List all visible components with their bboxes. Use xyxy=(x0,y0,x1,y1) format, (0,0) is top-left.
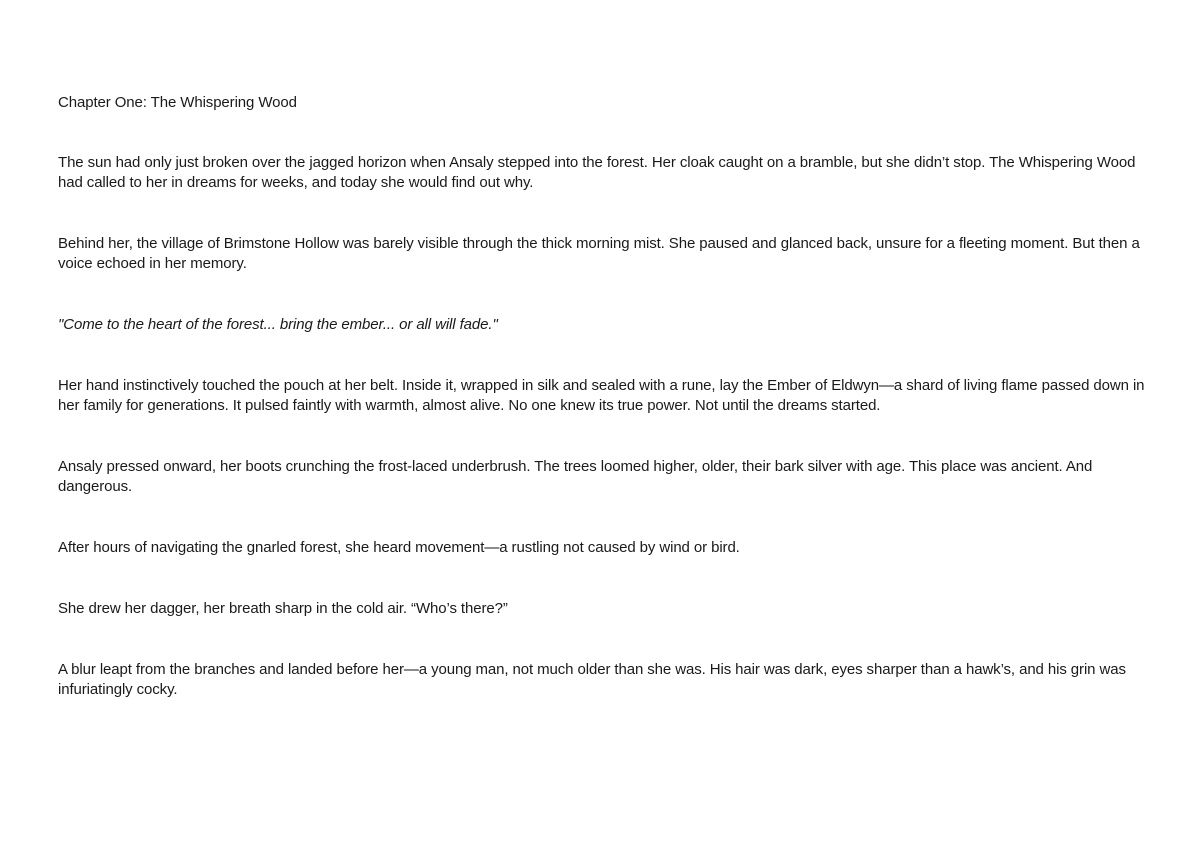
paragraph-4: Her hand instinctively touched the pouch at her belt. Inside it, wrapped in silk and sealed with a rune, lay the Ember of Eldwyn—a shard of living flame passed down in her family for generations. It pulsed faintly with warmth, almost alive. No one knew its true power. Not until the dreams started. xyxy=(58,377,1145,414)
paragraph-6: After hours of navigating the gnarled forest, she heard movement—a rustling not caused by wind or bird. xyxy=(58,539,740,556)
paragraph-1: The sun had only just broken over the jagged horizon when Ansaly stepped into the forest. Her cloak caught on a bramble, but she didn’t stop. The Whispering Wood had called to her in dreams for weeks, and today she would find out why. xyxy=(58,154,1136,191)
paragraph-7: She drew her dagger, her breath sharp in the cold air. “Who’s there?” xyxy=(58,600,508,617)
document-body xyxy=(58,93,1148,741)
chapter-title: Chapter One: The Whispering Wood xyxy=(58,94,297,111)
paragraph-quote: "Come to the heart of the forest... bring the ember... or all will fade." xyxy=(58,316,498,333)
paragraph-5: Ansaly pressed onward, her boots crunching the frost-laced underbrush. The trees loomed higher, older, their bark silver with age. This place was ancient. And dangerous. xyxy=(58,458,1093,495)
paragraph-8: A blur leapt from the branches and landed before her—a young man, not much older than she was. His hair was dark, eyes sharper than a hawk’s, and his grin was infuriatingly cocky. xyxy=(58,661,1126,698)
paragraph-2: Behind her, the village of Brimstone Hollow was barely visible through the thick morning mist. She paused and glanced back, unsure for a fleeting moment. But then a voice echoed in her memory. xyxy=(58,235,1140,272)
